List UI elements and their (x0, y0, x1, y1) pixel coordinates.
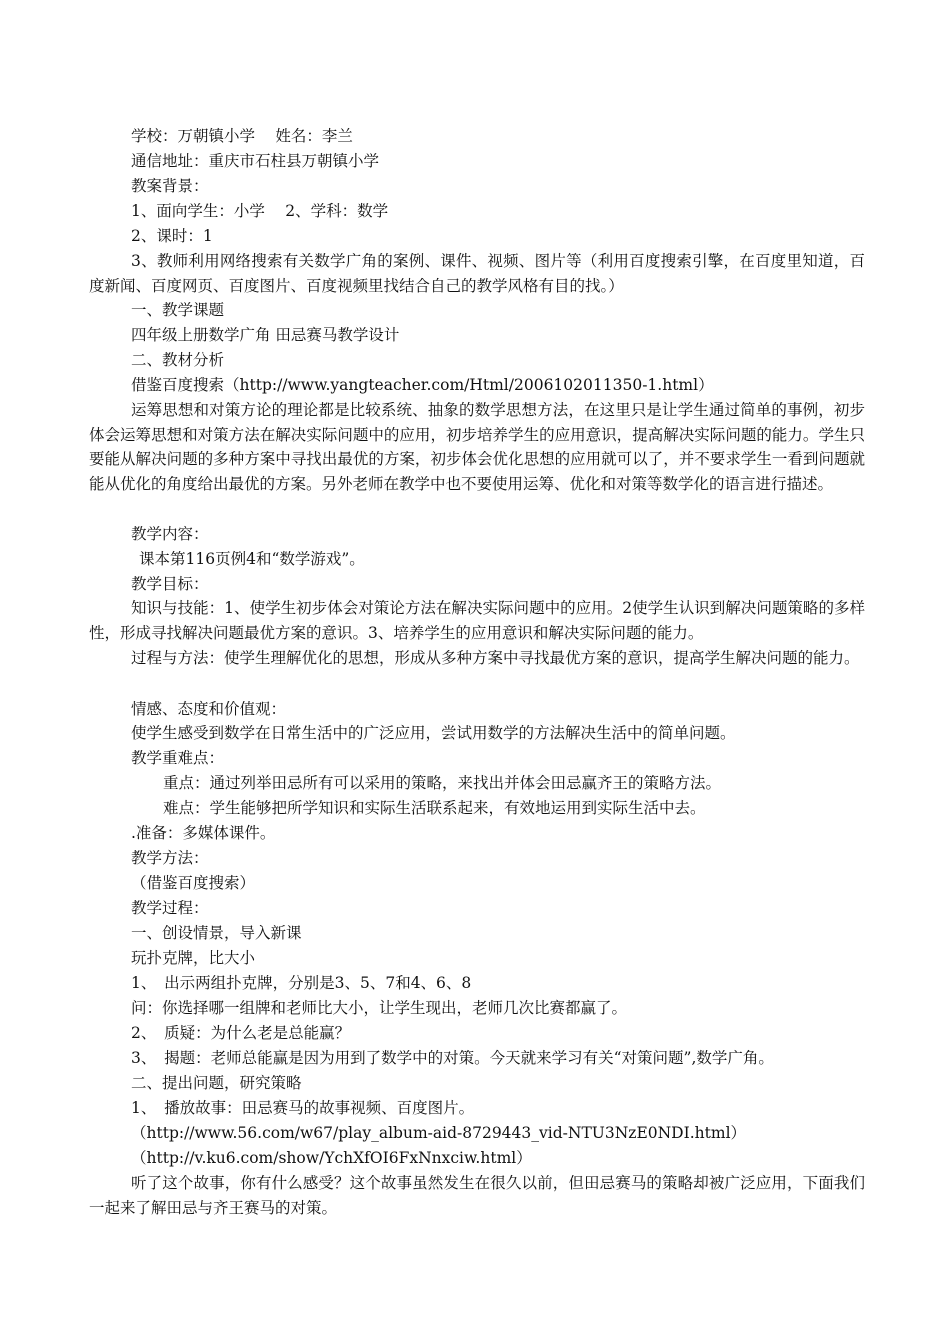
tools-paragraph-text: 3、教师利用网络搜索有关数学广角的案例、课件、视频、图片等（利用百度搜索引擎，在百度里知道，百度新闻、百度网页、百度图片、百度视频里找结合自己的教学风格有目的找。） (89, 252, 865, 295)
video-link-2: （http://v.ku6.com/show/YchXfOI6FxNnxciw.html） (131, 1149, 532, 1167)
step2-heading: 二、提出问题，研究策略 (131, 1074, 302, 1092)
goals-heading: 教学目标： (131, 575, 209, 593)
keypoints-heading: 教学重难点： (131, 749, 225, 767)
background-heading: 教案背景： (131, 177, 209, 195)
step2-item1: 1、 播放故事：田忌赛马的故事视频、百度图片。 (131, 1099, 475, 1117)
step1-item3: 3、 揭题：老师总能赢是因为用到了数学中的对策。今天就来学习有关“对策问题”,数学广角。 (131, 1049, 774, 1067)
video-link-1: （http://www.56.com/w67/play_album-aid-8729443_vid-NTU3NzE0NDI.html） (131, 1124, 747, 1142)
process-goal-text: 过程与方法：使学生理解优化的思想，形成从多种方案中寻找最优方案的意识，提高学生解决问题的能力。 (131, 649, 860, 667)
analysis-paragraph-text: 运筹思想和对策方论的理论都是比较系统、抽象的数学思想方法，在这里只是让学生通过简单的事例，初步体会运筹思想和对策方法在解决实际问题中的应用，初步培养学生的应用意识，提高解决实际问题的能力。学生只要能从解决问题的多种方案中寻找出最优的方案，初步体会优化思想的应用就可以了，并不要求学生一看到问题就能从优化的角度给出最优的方案。另外老师在教学中也不要使用运筹、优化和对策等数学化的语言进行描述。 (89, 401, 865, 493)
emotion-goal: 使学生感受到数学在日常生活中的广泛应用，尝试用数学的方法解决生活中的简单问题。 (131, 724, 736, 742)
method-text: （借鉴百度搜索） (131, 874, 256, 892)
preparation-line: .准备：多媒体课件。 (131, 824, 276, 842)
analysis-reference: 借鉴百度搜索（http://www.yangteacher.com/Html/2006102011350-1.html） (131, 376, 714, 394)
emotion-heading: 情感、态度和价值观： (131, 700, 287, 718)
lessons-line: 2、课时：1 (131, 227, 213, 245)
content-text: 课本第116页例4和“数学游戏”。 (139, 550, 365, 568)
process-goal-paragraph (89, 646, 865, 671)
content-heading: 教学内容： (131, 525, 209, 543)
difficult-point: 难点：学生能够把所学知识和实际生活联系起来，有效地运用到实际生活中去。 (163, 799, 706, 817)
step1-question: 问：你选择哪一组牌和老师比大小，让学生现出，老师几次比赛都赢了。 (131, 999, 628, 1017)
method-heading: 教学方法： (131, 849, 209, 867)
analysis-paragraph (89, 398, 865, 496)
tools-paragraph (89, 249, 865, 298)
knowledge-goal-paragraph (89, 596, 865, 645)
process-heading: 教学过程： (131, 899, 209, 917)
step1-heading: 一、创设情景，导入新课 (131, 924, 302, 942)
step1-intro: 玩扑克牌，比大小 (131, 949, 256, 967)
topic-heading: 一、教学课题 (131, 301, 225, 319)
topic-title: 四年级上册数学广角 田忌赛马教学设计 (131, 326, 400, 344)
students-subject-line: 1、面向学生：小学 2、学科：数学 (131, 202, 389, 220)
address-line: 通信地址：重庆市石柱县万朝镇小学 (131, 152, 380, 170)
key-point: 重点：通过列举田忌所有可以采用的策略，来找出并体会田忌赢齐王的策略方法。 (163, 774, 722, 792)
analysis-heading: 二、教材分析 (131, 351, 225, 369)
closing-paragraph-text: 听了这个故事，你有什么感受？这个故事虽然发生在很久以前，但田忌赛马的策略却被广泛应用，下面我们一起来了解田忌与齐王赛马的对策。 (89, 1174, 865, 1217)
school-name-line: 学校：万朝镇小学 姓名：李兰 (131, 127, 353, 145)
step1-item1: 1、 出示两组扑克牌，分别是3、5、7和4、6、8 (131, 974, 472, 992)
knowledge-goal-text: 知识与技能：1、使学生初步体会对策论方法在解决实际问题中的应用。2使学生认识到解决问题策略的多样性，形成寻找解决问题最优方案的意识。3、培养学生的应用意识和解决实际问题的能力。 (89, 599, 865, 642)
step1-item2: 2、 质疑：为什么老是总能赢？ (131, 1024, 351, 1042)
closing-paragraph (89, 1171, 865, 1220)
